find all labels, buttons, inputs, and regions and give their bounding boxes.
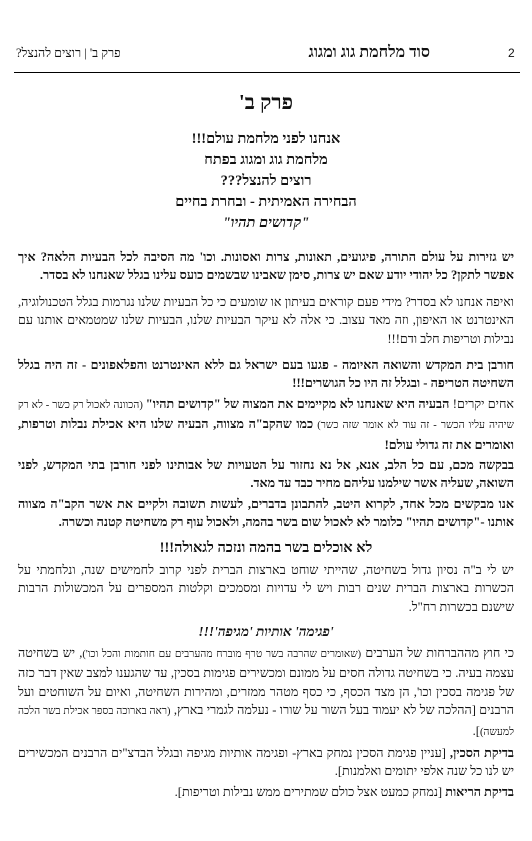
p8-start: כי חוץ מההברחות של הערבים <box>361 645 514 660</box>
book-title: סוד מלחמת גוג ומגוג <box>308 44 430 61</box>
chapter-title: פרק ב' <box>238 90 294 114</box>
heading-3: רוצים להנצל??? <box>220 173 312 189</box>
p8-end: ]. <box>472 723 480 738</box>
heading-1: אנחנו לפני מלחמת עולם!!! <box>191 131 341 147</box>
p4-bold-1: הבעיה היא שאנחנו לא מקיימים את המצוה של "קדושים תהיו" <box>145 396 450 411</box>
paragraph-7: יש לי ב"ה נסיון גדול בשחיטה, שהייתי שוחט בארצות הברית לפני קרוב לחמישים שנה, ונלחמתי על הכשרות בארצות הברית שנים רבות ויש לי עדויות ומסמכים וקלטות המספרים על המכשולות הרבות שישנם בכשרות רח"ל. <box>18 562 514 614</box>
page-number: 2 <box>508 46 515 60</box>
subheading-plague: 'פגימה' אותיות 'מגיפה'!!! <box>198 623 334 639</box>
paragraph-2: ואיפה אנחנו לא בסדר? מידי פעם קוראים בעיתון או שומעים כי כל הבעיות שלנו נגרמות בגלל הטכנולוגיה, האינטרנט או האיפון, וזה מאד עצוב. כי אלה לא עיקר הבעיות שלנו, הבעיות שלנו שמטמאים אותנו עם נבילות וטריפות חלב ודם!!! <box>18 294 514 346</box>
p4-start: אחים יקרים! <box>449 396 514 411</box>
p6-part-2: לא לאכול שום בשר בהמה, ולאכול עוף רק משחיטה קטנה וכשרה. <box>58 515 371 530</box>
p4-note: (הכוונה לאכול רק כשר - לא רק שיהיה עליו הכשר - זה עוד לא אומר שזה כשר) <box>18 399 514 432</box>
paragraph-8 <box>18 644 514 742</box>
paragraph-3: חורבן בית המקדש והשואה האיומה - פגעו בעם ישראל גם ללא האינטרנט והפלאפונים - זה היה בגלל השחיטה הטריפה - ובגלל זה היו כל הגושרים!!! <box>18 358 514 391</box>
p9-text: [עניין פגימת הסכין נמחק בארץ- ופגימה אותיות מגיפה ובגלל הבדצ"ים הרבנים המכשירים יש לנו כל שנה אלפי יתומים ואלמנות]. <box>18 745 514 779</box>
paragraph-6 <box>18 495 514 532</box>
paragraph-5: בבקשה מכם, עם כל הלב, אנא, אל נא נחזור על הטעויות של אבותינו לפני חורבן בתי המקדש, לפני השואה, שעליה אשר שילמנו עליהם מחיר כבד עד מאד. <box>18 458 514 491</box>
page-body <box>18 86 514 809</box>
chapter-label: פרק ב' | רוצים להנצל? <box>16 46 121 60</box>
heading-5: "קדושים תהיו" <box>222 215 310 231</box>
p10-label: בדיקת הריאות <box>445 784 514 799</box>
header-divider <box>14 72 520 73</box>
paragraph-4 <box>18 395 514 454</box>
p8-note: (שאומרים שהרבה בשר טרף מוברח מהערבים עם חותמות והכל וכו') <box>82 648 362 660</box>
p10-text: [נמחק כמעט אצל כולם שמתירים ממש נבילות וטריפות]. <box>174 784 446 799</box>
paragraph-10 <box>18 783 514 801</box>
p8-rest: , יש בשחיטה עצמה בעיה. כי בשחיטה גדולה חסים על ממונם ומכשירים פגימות בסכין, עד שהגענו למצב שאין דבר כזה של פגימה בסכין וכו', הן מצד הכסף, כי כסף מטהר ממזרים, ומהירות השחיטה, ואיום על השוחטים ועל הרבנים [ההלכה של לא יעמוד בעל השור על שורו - נעלמה לגמרי בארץ, <box>18 645 515 718</box>
p8-note-2: (ראה בארוכה בספר אכילת בשר הלכה למעשה) <box>18 706 514 738</box>
subheading-meat: לא אוכלים בשר בהמה ונזכה לגאולה!!! <box>159 539 373 556</box>
heading-4: הבחירה האמיתית - ובחרת בחיים <box>175 194 357 210</box>
p4-bold-2: כמו שהקב"ה מצווה, הבעיה שלנו היא אכילת נבלות וטרפות, ואומרים את זה גדולי עולם! <box>18 417 514 452</box>
p9-label: בדיקת הסכין, <box>449 745 514 760</box>
heading-2: מלחמת גוג ומגוג בפתח <box>204 152 328 168</box>
p6-part-1: אנו מבקשים מכל אחד, לקרוא היטב, להתבונן בדברים, לעשות תשובה ולקיים את אשר הקב"ה מצווה אותנו -"קדושים תהיו" כלומר <box>18 496 514 530</box>
paragraph-9 <box>18 744 514 781</box>
paragraph-1: יש גזירות על עולם התורה, פיגועים, תאונות, צרות ואסונות. וכו' מה הסיבה לכל הבעיות הלאה? איך אפשר לתקן? כל יהודי יודע שאם יש צרות, סימן שאבינו שבשמים כועס עלינו בגלל שאנחנו לא בסדר. <box>18 250 514 283</box>
running-header <box>14 44 520 68</box>
headings-block <box>18 129 514 234</box>
